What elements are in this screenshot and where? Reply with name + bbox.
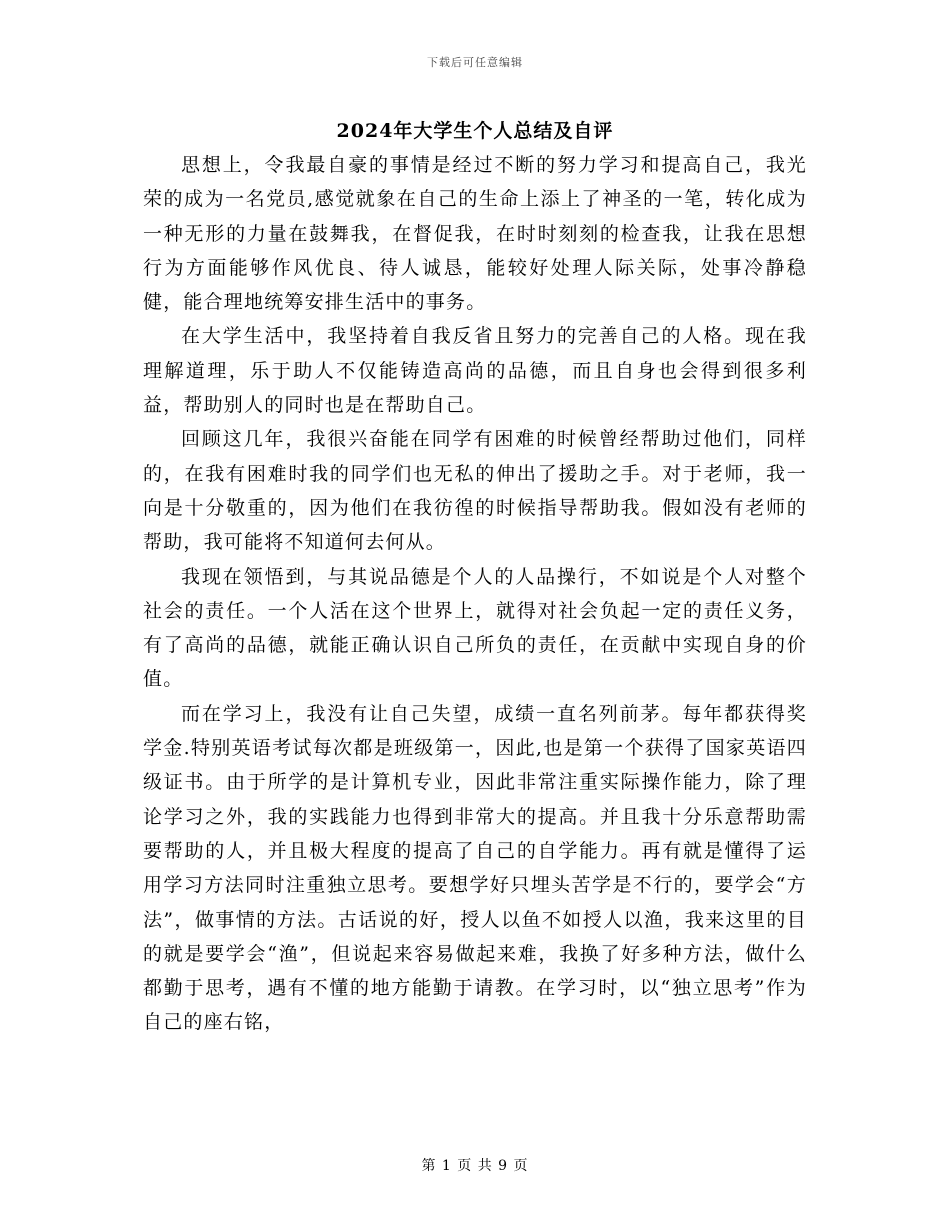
- paragraph-helping-others: 回顾这几年，我很兴奋能在同学有困难的时候曾经帮助过他们，同样的，在我有困难时我的同学们也无私的伸出了援助之手。对于老师，我一向是十分敬重的，因为他们在我彷徨的时候指导帮助我。假如没有老师的帮助，我可能将不知道何去何从。: [143, 428, 807, 554]
- paragraph-moral-responsibility: 我现在领悟到，与其说品德是个人的人品操行，不如说是个人对整个社会的责任。一个人活在这个世界上，就得对社会负起一定的责任义务，有了高尚的品德，就能正确认识自己所负的责任，在贡献中实现自身的价值。: [143, 565, 807, 691]
- paragraph-self-reflection: 在大学生活中，我坚持着自我反省且努力的完善自己的人格。现在我理解道理，乐于助人不仅能铸造高尚的品德，而且自身也会得到很多利益，帮助别人的同时也是在帮助自己。: [143, 325, 807, 417]
- page-number-footer: 第 1 页 共 9 页: [421, 1158, 529, 1174]
- document-body: [143, 148, 807, 1040]
- page-header-note: 下载后可任意编辑: [427, 56, 523, 69]
- document-title: 2024年大学生个人总结及自评: [336, 120, 614, 142]
- paragraph-thought: 思想上，令我最自豪的事情是经过不断的努力学习和提高自己，我光荣的成为一名党员,感觉就象在自己的生命上添上了神圣的一笔，转化成为一种无形的力量在鼓舞我，在督促我，在时时刻刻的检查我，让我在思想行为方面能够作风优良、待人诚恳，能较好处理人际关际，处事冷静稳健，能合理地统筹安排生活中的事务。: [143, 154, 807, 314]
- paragraph-study: 而在学习上，我没有让自己失望，成绩一直名列前茅。每年都获得奖学金.特别英语考试每次都是班级第一，因此,也是第一个获得了国家英语四级证书。由于所学的是计算机专业，因此非常注重实际操作能力，除了理论学习之外，我的实践能力也得到非常大的提高。并且我十分乐意帮助需要帮助的人，并且极大程度的提高了自己的自学能力。再有就是懂得了运用学习方法同时注重独立思考。要想学好只埋头苦学是不行的，要学会“方法”，做事情的方法。古话说的好，授人以鱼不如授人以渔，我来这里的目的就是要学会“渔”，但说起来容易做起来难，我换了好多种方法，做什么都勤于思考，遇有不懂的地方能勤于请教。在学习时，以“独立思考”作为自己的座右铭，: [143, 702, 807, 1034]
